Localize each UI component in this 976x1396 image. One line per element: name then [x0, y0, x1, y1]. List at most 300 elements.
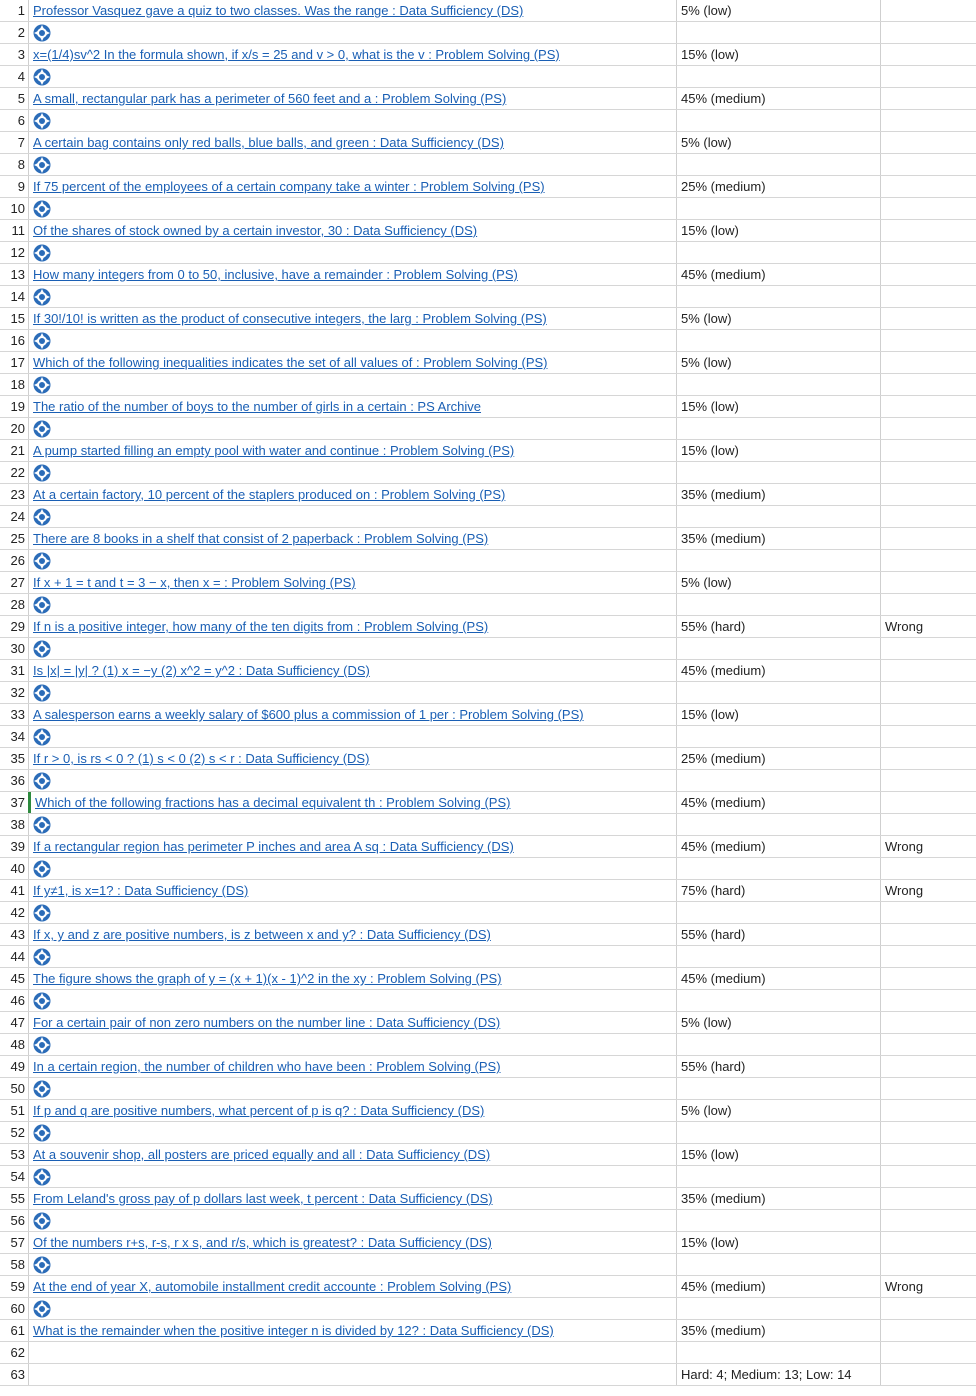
cell-question[interactable]: [28, 0, 676, 21]
cell-result[interactable]: [880, 1342, 976, 1363]
cell-question[interactable]: [28, 858, 676, 879]
cell-difficulty[interactable]: [676, 572, 880, 593]
question-link[interactable]: Which of the following inequalities indicates the set of all values of : Problem Solving (PS): [33, 355, 548, 370]
row-number[interactable]: 19: [10, 399, 25, 414]
cell-result[interactable]: [880, 396, 976, 417]
cell-result[interactable]: [880, 1122, 976, 1143]
cell-difficulty[interactable]: [676, 704, 880, 725]
cell-result[interactable]: [880, 792, 976, 813]
cell-difficulty[interactable]: [676, 858, 880, 879]
cell-result[interactable]: [880, 352, 976, 373]
cell-result[interactable]: [880, 1144, 976, 1165]
cell-difficulty[interactable]: [676, 638, 880, 659]
row-number[interactable]: 31: [10, 663, 25, 678]
question-link[interactable]: If p and q are positive numbers, what percent of p is q? : Data Sufficiency (DS): [33, 1103, 485, 1118]
row-number[interactable]: 10: [10, 201, 25, 216]
help-icon[interactable]: [33, 244, 51, 262]
question-link[interactable]: A salesperson earns a weekly salary of $600 plus a commission of 1 per : Problem Solving (PS): [33, 707, 584, 722]
cell-result[interactable]: [880, 682, 976, 703]
cell-question[interactable]: [28, 484, 676, 505]
cell-result[interactable]: [880, 1078, 976, 1099]
cell-difficulty[interactable]: [676, 1078, 880, 1099]
row-number[interactable]: 30: [10, 641, 25, 656]
cell-question[interactable]: [28, 1056, 676, 1077]
row-number[interactable]: 50: [10, 1081, 25, 1096]
help-icon[interactable]: [33, 1300, 51, 1318]
cell-question[interactable]: [28, 792, 676, 813]
question-link[interactable]: If 75 percent of the employees of a certain company take a winter : Problem Solving (PS): [33, 179, 545, 194]
row-number[interactable]: 56: [10, 1213, 25, 1228]
question-link[interactable]: The ratio of the number of boys to the number of girls in a certain : PS Archive: [33, 399, 482, 414]
cell-difficulty[interactable]: [676, 814, 880, 835]
cell-difficulty[interactable]: [676, 1188, 880, 1209]
help-icon[interactable]: [33, 24, 51, 42]
help-icon[interactable]: [33, 904, 51, 922]
cell-question[interactable]: [28, 1254, 676, 1275]
cell-question[interactable]: [28, 176, 676, 197]
help-icon[interactable]: [33, 200, 51, 218]
cell-question[interactable]: [28, 1122, 676, 1143]
help-icon[interactable]: [33, 1124, 51, 1142]
row-number[interactable]: 22: [10, 465, 25, 480]
row-number[interactable]: 34: [10, 729, 25, 744]
help-icon[interactable]: [33, 992, 51, 1010]
cell-result[interactable]: [880, 1100, 976, 1121]
cell-difficulty[interactable]: [676, 1056, 880, 1077]
row-number[interactable]: 39: [10, 839, 25, 854]
cell-difficulty[interactable]: [676, 1232, 880, 1253]
help-icon[interactable]: [33, 860, 51, 878]
help-icon[interactable]: [33, 1036, 51, 1054]
cell-result[interactable]: [880, 44, 976, 65]
row-number[interactable]: 32: [10, 685, 25, 700]
help-icon[interactable]: [33, 1080, 51, 1098]
question-link[interactable]: There are 8 books in a shelf that consist of 2 paperback : Problem Solving (PS): [33, 531, 489, 546]
cell-difficulty[interactable]: [676, 1144, 880, 1165]
row-number[interactable]: 12: [10, 245, 25, 260]
cell-difficulty[interactable]: [676, 264, 880, 285]
cell-question[interactable]: [28, 682, 676, 703]
cell-question[interactable]: [28, 352, 676, 373]
cell-difficulty[interactable]: [676, 242, 880, 263]
row-number[interactable]: 18: [10, 377, 25, 392]
cell-difficulty[interactable]: [676, 1034, 880, 1055]
row-number[interactable]: 62: [10, 1345, 25, 1360]
question-link[interactable]: Of the shares of stock owned by a certain investor, 30 : Data Sufficiency (DS): [33, 223, 478, 238]
cell-question[interactable]: [28, 22, 676, 43]
cell-question[interactable]: [28, 1078, 676, 1099]
cell-result[interactable]: [880, 1320, 976, 1341]
cell-result[interactable]: [880, 770, 976, 791]
cell-difficulty[interactable]: [676, 198, 880, 219]
cell-difficulty[interactable]: [676, 990, 880, 1011]
row-number[interactable]: 7: [17, 135, 25, 150]
question-link[interactable]: At a souvenir shop, all posters are priced equally and all : Data Sufficiency (DS): [33, 1147, 491, 1162]
cell-difficulty[interactable]: [676, 1276, 880, 1297]
help-icon[interactable]: [33, 772, 51, 790]
question-link[interactable]: Which of the following fractions has a decimal equivalent th : Problem Solving (PS): [35, 795, 511, 810]
row-number[interactable]: 6: [17, 113, 25, 128]
row-number[interactable]: 9: [17, 179, 25, 194]
cell-result[interactable]: [880, 616, 976, 637]
row-number[interactable]: 61: [10, 1323, 25, 1338]
row-number[interactable]: 35: [10, 751, 25, 766]
row-number[interactable]: 27: [10, 575, 25, 590]
cell-result[interactable]: [880, 946, 976, 967]
question-link[interactable]: Is |x| = |y| ? (1) x = −y (2) x^2 = y^2 : Data Sufficiency (DS): [33, 663, 370, 678]
cell-question[interactable]: [28, 660, 676, 681]
help-icon[interactable]: [33, 640, 51, 658]
cell-result[interactable]: [880, 1166, 976, 1187]
row-number[interactable]: 58: [10, 1257, 25, 1272]
help-icon[interactable]: [33, 948, 51, 966]
cell-question[interactable]: [28, 506, 676, 527]
row-number[interactable]: 59: [10, 1279, 25, 1294]
row-number[interactable]: 3: [17, 47, 25, 62]
cell-result[interactable]: [880, 330, 976, 351]
row-number[interactable]: 17: [10, 355, 25, 370]
cell-question[interactable]: [28, 704, 676, 725]
row-number[interactable]: 51: [10, 1103, 25, 1118]
question-link[interactable]: From Leland's gross pay of p dollars last week, t percent : Data Sufficiency (DS): [33, 1191, 493, 1206]
row-number[interactable]: 44: [10, 949, 25, 964]
cell-difficulty[interactable]: [676, 418, 880, 439]
cell-difficulty[interactable]: [676, 286, 880, 307]
cell-difficulty[interactable]: [676, 0, 880, 21]
cell-question[interactable]: [28, 902, 676, 923]
cell-result[interactable]: [880, 110, 976, 131]
question-link[interactable]: The figure shows the graph of y = (x + 1)(x - 1)^2 in the xy : Problem Solving (PS): [33, 971, 502, 986]
question-link[interactable]: If x, y and z are positive numbers, is z between x and y? : Data Sufficiency (DS): [33, 927, 491, 942]
cell-question[interactable]: [28, 1210, 676, 1231]
help-icon[interactable]: [33, 464, 51, 482]
cell-question[interactable]: [28, 1232, 676, 1253]
row-number[interactable]: 5: [17, 91, 25, 106]
row-number[interactable]: 2: [17, 25, 25, 40]
row-number[interactable]: 47: [10, 1015, 25, 1030]
cell-result[interactable]: [880, 0, 976, 21]
cell-difficulty[interactable]: [676, 374, 880, 395]
help-icon[interactable]: [33, 1256, 51, 1274]
cell-result[interactable]: [880, 506, 976, 527]
cell-result[interactable]: [880, 132, 976, 153]
cell-question[interactable]: [28, 1188, 676, 1209]
cell-difficulty[interactable]: [676, 1122, 880, 1143]
cell-question[interactable]: [28, 1034, 676, 1055]
row-number[interactable]: 63: [10, 1367, 25, 1382]
cell-question[interactable]: [28, 946, 676, 967]
row-number[interactable]: 57: [10, 1235, 25, 1250]
cell-question[interactable]: [28, 990, 676, 1011]
help-icon[interactable]: [33, 112, 51, 130]
cell-question[interactable]: [28, 1320, 676, 1341]
help-icon[interactable]: [33, 1212, 51, 1230]
cell-question[interactable]: [28, 968, 676, 989]
cell-question[interactable]: [28, 242, 676, 263]
cell-result[interactable]: [880, 88, 976, 109]
row-number[interactable]: 29: [10, 619, 25, 634]
row-number[interactable]: 20: [10, 421, 25, 436]
row-number[interactable]: 11: [11, 223, 25, 238]
cell-difficulty[interactable]: [676, 1254, 880, 1275]
row-number[interactable]: 40: [10, 861, 25, 876]
cell-result[interactable]: [880, 594, 976, 615]
row-number[interactable]: 15: [10, 311, 25, 326]
cell-result[interactable]: [880, 1056, 976, 1077]
question-link[interactable]: At a certain factory, 10 percent of the staplers produced on : Problem Solving (PS): [33, 487, 506, 502]
cell-question[interactable]: [28, 308, 676, 329]
cell-result[interactable]: [880, 1012, 976, 1033]
cell-difficulty[interactable]: [676, 330, 880, 351]
cell-difficulty[interactable]: [676, 44, 880, 65]
question-link[interactable]: x=(1/4)sv^2 In the formula shown, if x/s = 25 and v > 0, what is the v : Problem Solving (PS): [33, 47, 560, 62]
row-number[interactable]: 37: [10, 795, 25, 810]
cell-question[interactable]: [28, 220, 676, 241]
cell-difficulty[interactable]: [676, 748, 880, 769]
cell-difficulty[interactable]: [676, 1166, 880, 1187]
cell-result[interactable]: [880, 880, 976, 901]
cell-result[interactable]: [880, 1364, 976, 1385]
cell-question[interactable]: [28, 330, 676, 351]
cell-result[interactable]: [880, 374, 976, 395]
cell-question[interactable]: [28, 286, 676, 307]
cell-result[interactable]: [880, 264, 976, 285]
row-number[interactable]: 1: [17, 3, 25, 18]
cell-question[interactable]: [28, 154, 676, 175]
question-link[interactable]: A small, rectangular park has a perimeter of 560 feet and a : Problem Solving (PS): [33, 91, 507, 106]
cell-question[interactable]: [28, 1144, 676, 1165]
question-link[interactable]: How many integers from 0 to 50, inclusive, have a remainder : Problem Solving (PS): [33, 267, 518, 282]
cell-question[interactable]: [28, 550, 676, 571]
cell-difficulty[interactable]: [676, 308, 880, 329]
row-number[interactable]: 53: [10, 1147, 25, 1162]
cell-result[interactable]: [880, 1276, 976, 1297]
cell-result[interactable]: [880, 1034, 976, 1055]
cell-question[interactable]: [28, 594, 676, 615]
cell-question[interactable]: [28, 924, 676, 945]
row-number[interactable]: 52: [10, 1125, 25, 1140]
question-link[interactable]: What is the remainder when the positive integer n is divided by 12? : Data Sufficiency (DS): [33, 1323, 554, 1338]
cell-difficulty[interactable]: [676, 352, 880, 373]
cell-result[interactable]: [880, 220, 976, 241]
cell-question[interactable]: [28, 1364, 676, 1385]
help-icon[interactable]: [33, 332, 51, 350]
cell-difficulty[interactable]: [676, 682, 880, 703]
cell-difficulty[interactable]: [676, 550, 880, 571]
cell-result[interactable]: [880, 968, 976, 989]
row-number[interactable]: 8: [17, 157, 25, 172]
help-icon[interactable]: [33, 684, 51, 702]
cell-difficulty[interactable]: [676, 66, 880, 87]
question-link[interactable]: In a certain region, the number of children who have been : Problem Solving (PS): [33, 1059, 501, 1074]
cell-result[interactable]: [880, 198, 976, 219]
cell-question[interactable]: [28, 1012, 676, 1033]
cell-result[interactable]: [880, 814, 976, 835]
cell-question[interactable]: [28, 44, 676, 65]
row-number[interactable]: 48: [10, 1037, 25, 1052]
cell-difficulty[interactable]: [676, 1298, 880, 1319]
cell-question[interactable]: [28, 110, 676, 131]
question-link[interactable]: If y≠1, is x=1? : Data Sufficiency (DS): [33, 883, 249, 898]
question-link[interactable]: If r > 0, is rs < 0 ? (1) s < 0 (2) s < r : Data Sufficiency (DS): [33, 751, 370, 766]
cell-question[interactable]: [28, 374, 676, 395]
row-number[interactable]: 23: [10, 487, 25, 502]
cell-result[interactable]: [880, 748, 976, 769]
cell-question[interactable]: [28, 1298, 676, 1319]
cell-difficulty[interactable]: [676, 880, 880, 901]
cell-result[interactable]: [880, 176, 976, 197]
cell-question[interactable]: [28, 132, 676, 153]
cell-difficulty[interactable]: [676, 110, 880, 131]
row-number[interactable]: 13: [10, 267, 25, 282]
cell-question[interactable]: [28, 1276, 676, 1297]
cell-difficulty[interactable]: [676, 1210, 880, 1231]
cell-result[interactable]: [880, 484, 976, 505]
cell-result[interactable]: [880, 990, 976, 1011]
question-link[interactable]: Professor Vasquez gave a quiz to two classes. Was the range : Data Sufficiency (DS): [33, 3, 524, 18]
cell-difficulty[interactable]: [676, 506, 880, 527]
cell-question[interactable]: [28, 528, 676, 549]
cell-result[interactable]: [880, 836, 976, 857]
row-number[interactable]: 54: [10, 1169, 25, 1184]
cell-result[interactable]: [880, 858, 976, 879]
row-number[interactable]: 33: [10, 707, 25, 722]
help-icon[interactable]: [33, 376, 51, 394]
cell-difficulty[interactable]: [676, 1100, 880, 1121]
row-number[interactable]: 46: [10, 993, 25, 1008]
cell-difficulty[interactable]: [676, 836, 880, 857]
row-number[interactable]: 45: [10, 971, 25, 986]
cell-question[interactable]: [28, 748, 676, 769]
cell-question[interactable]: [28, 462, 676, 483]
cell-difficulty[interactable]: [676, 88, 880, 109]
cell-question[interactable]: [28, 572, 676, 593]
question-link[interactable]: At the end of year X, automobile installment credit accounte : Problem Solving (PS): [33, 1279, 512, 1294]
cell-difficulty[interactable]: [676, 924, 880, 945]
question-link[interactable]: If x + 1 = t and t = 3 − x, then x = : Problem Solving (PS): [33, 575, 356, 590]
cell-difficulty[interactable]: [676, 176, 880, 197]
cell-difficulty[interactable]: [676, 616, 880, 637]
cell-question[interactable]: [28, 1100, 676, 1121]
row-number[interactable]: 28: [10, 597, 25, 612]
question-link[interactable]: If a rectangular region has perimeter P inches and area A sq : Data Sufficiency (DS): [33, 839, 514, 854]
cell-result[interactable]: [880, 1210, 976, 1231]
help-icon[interactable]: [33, 816, 51, 834]
cell-difficulty[interactable]: [676, 902, 880, 923]
row-number[interactable]: 14: [10, 289, 25, 304]
cell-difficulty[interactable]: [676, 1364, 880, 1385]
cell-result[interactable]: [880, 528, 976, 549]
cell-result[interactable]: [880, 638, 976, 659]
row-number[interactable]: 38: [10, 817, 25, 832]
cell-difficulty[interactable]: [676, 396, 880, 417]
cell-difficulty[interactable]: [676, 660, 880, 681]
cell-result[interactable]: [880, 1232, 976, 1253]
cell-question[interactable]: [28, 616, 676, 637]
row-number[interactable]: 49: [10, 1059, 25, 1074]
cell-result[interactable]: [880, 242, 976, 263]
cell-question[interactable]: [28, 264, 676, 285]
row-number[interactable]: 21: [10, 443, 25, 458]
cell-result[interactable]: [880, 572, 976, 593]
help-icon[interactable]: [33, 156, 51, 174]
cell-result[interactable]: [880, 924, 976, 945]
cell-question[interactable]: [28, 418, 676, 439]
cell-result[interactable]: [880, 418, 976, 439]
help-icon[interactable]: [33, 596, 51, 614]
row-number[interactable]: 43: [10, 927, 25, 942]
cell-difficulty[interactable]: [676, 484, 880, 505]
cell-result[interactable]: [880, 1254, 976, 1275]
row-number[interactable]: 25: [10, 531, 25, 546]
cell-difficulty[interactable]: [676, 528, 880, 549]
cell-question[interactable]: [28, 880, 676, 901]
cell-question[interactable]: [28, 440, 676, 461]
cell-result[interactable]: [880, 902, 976, 923]
row-number[interactable]: 36: [10, 773, 25, 788]
cell-difficulty[interactable]: [676, 946, 880, 967]
cell-difficulty[interactable]: [676, 1012, 880, 1033]
cell-question[interactable]: [28, 836, 676, 857]
cell-question[interactable]: [28, 198, 676, 219]
cell-question[interactable]: [28, 814, 676, 835]
cell-difficulty[interactable]: [676, 462, 880, 483]
cell-question[interactable]: [28, 88, 676, 109]
cell-difficulty[interactable]: [676, 440, 880, 461]
cell-difficulty[interactable]: [676, 594, 880, 615]
cell-question[interactable]: [28, 1166, 676, 1187]
cell-result[interactable]: [880, 308, 976, 329]
cell-result[interactable]: [880, 726, 976, 747]
cell-result[interactable]: [880, 66, 976, 87]
cell-result[interactable]: [880, 440, 976, 461]
question-link[interactable]: For a certain pair of non zero numbers on the number line : Data Sufficiency (DS): [33, 1015, 501, 1030]
question-link[interactable]: A pump started filling an empty pool with water and continue : Problem Solving (PS): [33, 443, 515, 458]
help-icon[interactable]: [33, 420, 51, 438]
question-link[interactable]: If n is a positive integer, how many of the ten digits from : Problem Solving (PS): [33, 619, 489, 634]
cell-result[interactable]: [880, 286, 976, 307]
cell-result[interactable]: [880, 154, 976, 175]
row-number[interactable]: 4: [17, 69, 25, 84]
cell-question[interactable]: [28, 1342, 676, 1363]
row-number[interactable]: 60: [10, 1301, 25, 1316]
question-link[interactable]: If 30!/10! is written as the product of consecutive integers, the larg : Problem Solving (PS): [33, 311, 547, 326]
help-icon[interactable]: [33, 68, 51, 86]
cell-result[interactable]: [880, 704, 976, 725]
row-number[interactable]: 16: [10, 333, 25, 348]
cell-question[interactable]: [28, 66, 676, 87]
cell-difficulty[interactable]: [676, 220, 880, 241]
cell-result[interactable]: [880, 660, 976, 681]
cell-result[interactable]: [880, 462, 976, 483]
cell-question[interactable]: [28, 726, 676, 747]
question-link[interactable]: Of the numbers r+s, r-s, r x s, and r/s, which is greatest? : Data Sufficiency (DS): [33, 1235, 492, 1250]
cell-result[interactable]: [880, 550, 976, 571]
row-number[interactable]: 24: [10, 509, 25, 524]
question-link[interactable]: A certain bag contains only red balls, blue balls, and green : Data Sufficiency (DS): [33, 135, 504, 150]
cell-question[interactable]: [28, 770, 676, 791]
help-icon[interactable]: [33, 1168, 51, 1186]
help-icon[interactable]: [33, 552, 51, 570]
help-icon[interactable]: [33, 508, 51, 526]
cell-result[interactable]: [880, 22, 976, 43]
help-icon[interactable]: [33, 728, 51, 746]
row-number[interactable]: 42: [10, 905, 25, 920]
cell-difficulty[interactable]: [676, 22, 880, 43]
row-number[interactable]: 55: [10, 1191, 25, 1206]
cell-difficulty[interactable]: [676, 770, 880, 791]
cell-difficulty[interactable]: [676, 726, 880, 747]
